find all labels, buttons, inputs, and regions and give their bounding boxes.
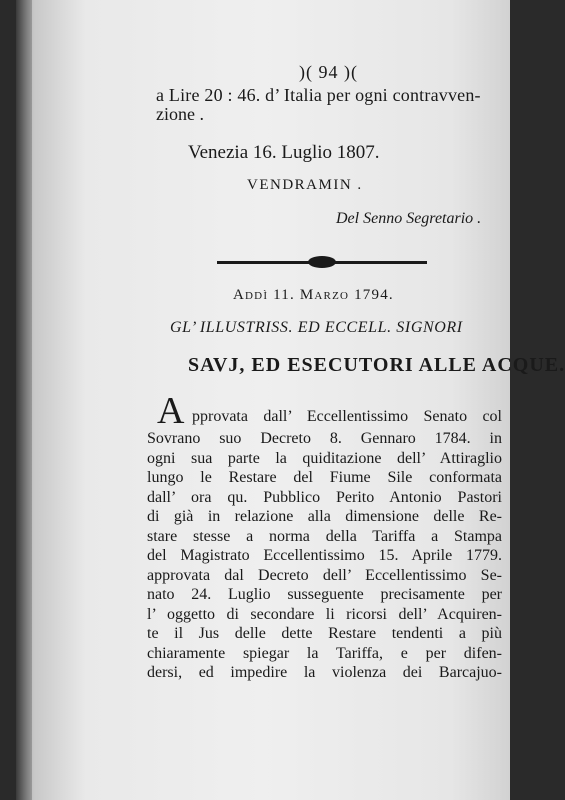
document-page bbox=[16, 0, 565, 800]
heading-title: SAVJ, ED ESECUTORI ALLE ACQUE. bbox=[188, 354, 565, 376]
intro-line-2: zione . bbox=[156, 104, 204, 124]
body-first-line: pprovata dall’ Eccellentissimo Senato col bbox=[192, 408, 502, 425]
body-line: te il Jus delle dette Restare tendenti a più bbox=[147, 625, 502, 642]
body-text bbox=[147, 410, 502, 683]
body-line: Sovrano suo Decreto 8. Gennaro 1784. in bbox=[147, 430, 502, 447]
intro-line-1: a Lire 20 : 46. d’ Italia per ogni contravven- bbox=[156, 85, 481, 105]
body-line: l’ oggetto di secondare li ricorsi dell’ Acquiren- bbox=[147, 605, 502, 623]
signature: VENDRAMIN . bbox=[247, 177, 363, 193]
divider-ornament bbox=[308, 256, 336, 268]
decree-date: Addì 11. Marzo 1794. bbox=[233, 287, 394, 303]
body-line: stare stesse a norma della Tariffa a Stampa bbox=[147, 527, 502, 545]
body-line: di già in relazione alla dimensione delle Re- bbox=[147, 508, 502, 525]
body-line: ogni sua parte la quiditazione dell’ Attiraglio bbox=[147, 449, 502, 467]
body-line: dall’ ora qu. Pubblico Perito Antonio Pastori bbox=[147, 488, 502, 506]
drop-cap: A bbox=[157, 390, 185, 432]
body-line: del Magistrato Eccellentissimo 15. Aprile 1779. bbox=[147, 547, 502, 564]
body-line: dersi, ed impedire la violenza dei Barcajuo- bbox=[147, 664, 502, 681]
book-spine-shadow bbox=[16, 0, 32, 800]
page-number: )( 94 )( bbox=[299, 62, 358, 82]
body-line: approvata dal Decreto dell’ Eccellentissimo Se- bbox=[147, 566, 502, 584]
body-line: nato 24. Luglio susseguente precisamente per bbox=[147, 586, 502, 603]
body-line: lungo le Restare del Fiume Sile conformata bbox=[147, 469, 502, 486]
body-line: chiaramente spiegar la Tariffa, e per difen- bbox=[147, 644, 502, 662]
secretary-signature: Del Senno Segretario . bbox=[336, 210, 482, 227]
heading-authority: GL’ ILLUSTRISS. ED ECCELL. SIGNORI bbox=[170, 319, 463, 336]
date-line: Venezia 16. Luglio 1807. bbox=[188, 142, 380, 163]
